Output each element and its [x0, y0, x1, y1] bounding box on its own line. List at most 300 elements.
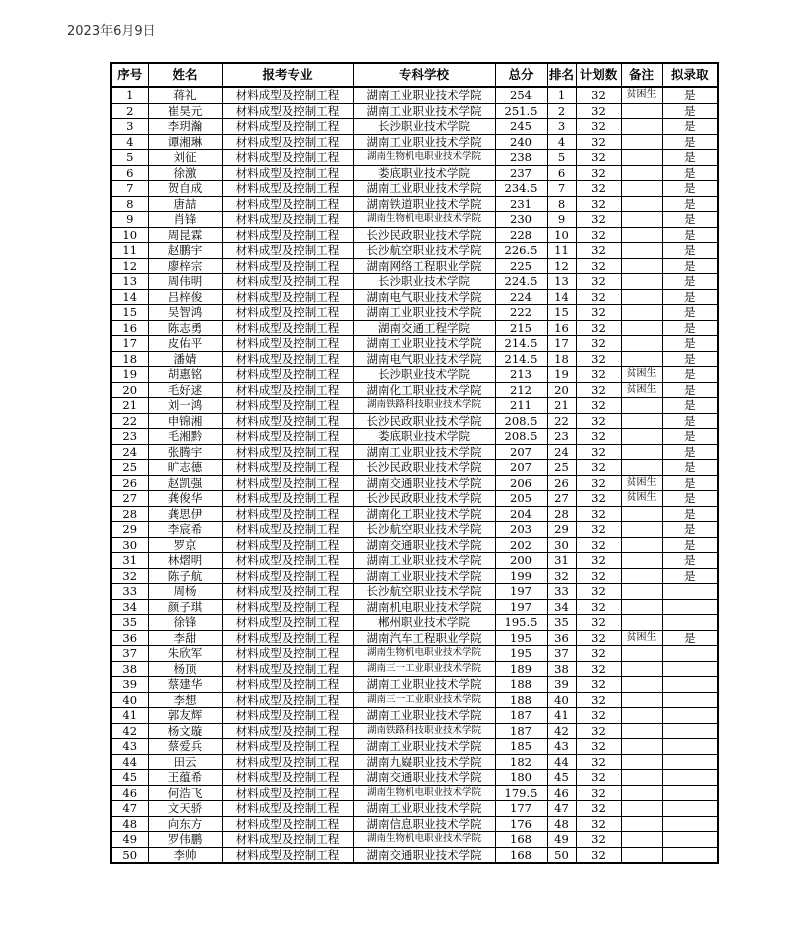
cell-major: 材料成型及控制工程: [222, 553, 353, 569]
table-row: [111, 584, 718, 600]
header-major: 报考专业: [222, 63, 353, 87]
cell-name: 李玥瀚: [148, 119, 222, 135]
cell-school: 长沙航空职业技术学院: [353, 522, 495, 538]
cell-score: 240: [495, 134, 547, 150]
cell-seq: 23: [111, 429, 148, 445]
cell-admit: 是: [662, 320, 718, 336]
cell-rank: 42: [547, 723, 576, 739]
cell-school: 湖南交通职业技术学院: [353, 475, 495, 491]
cell-note: [621, 336, 662, 352]
cell-score: 215: [495, 320, 547, 336]
admission-table: [110, 62, 719, 864]
table-row: [111, 739, 718, 755]
cell-major: 材料成型及控制工程: [222, 723, 353, 739]
cell-rank: 9: [547, 212, 576, 228]
table-row: [111, 134, 718, 150]
cell-major: 材料成型及控制工程: [222, 615, 353, 631]
cell-seq: 1: [111, 87, 148, 103]
cell-seq: 46: [111, 785, 148, 801]
cell-rank: 50: [547, 847, 576, 863]
cell-plan: 32: [576, 615, 621, 631]
cell-plan: 32: [576, 692, 621, 708]
table-row: [111, 506, 718, 522]
cell-school: 长沙民政职业技术学院: [353, 413, 495, 429]
cell-rank: 32: [547, 568, 576, 584]
cell-admit: 是: [662, 506, 718, 522]
cell-school: 湖南交通工程学院: [353, 320, 495, 336]
cell-school: 湖南铁路科技职业技术学院: [353, 723, 495, 739]
cell-score: 204: [495, 506, 547, 522]
cell-note: [621, 754, 662, 770]
cell-major: 材料成型及控制工程: [222, 801, 353, 817]
cell-score: 187: [495, 723, 547, 739]
cell-rank: 29: [547, 522, 576, 538]
cell-rank: 49: [547, 832, 576, 848]
cell-note: [621, 723, 662, 739]
cell-rank: 15: [547, 305, 576, 321]
cell-admit: 是: [662, 444, 718, 460]
table-row: [111, 646, 718, 662]
cell-note: 贫困生: [621, 475, 662, 491]
cell-rank: 46: [547, 785, 576, 801]
cell-seq: 25: [111, 460, 148, 476]
cell-score: 200: [495, 553, 547, 569]
cell-school: 湖南九嶷职业技术学院: [353, 754, 495, 770]
cell-major: 材料成型及控制工程: [222, 181, 353, 197]
cell-note: [621, 661, 662, 677]
cell-admit: [662, 584, 718, 600]
cell-plan: 32: [576, 832, 621, 848]
cell-name: 陈子航: [148, 568, 222, 584]
cell-admit: [662, 708, 718, 724]
table-row: [111, 398, 718, 414]
table-row: [111, 336, 718, 352]
cell-plan: 32: [576, 630, 621, 646]
cell-major: 材料成型及控制工程: [222, 816, 353, 832]
cell-major: 材料成型及控制工程: [222, 568, 353, 584]
cell-seq: 8: [111, 196, 148, 212]
cell-plan: 32: [576, 491, 621, 507]
cell-note: [621, 429, 662, 445]
cell-admit: [662, 615, 718, 631]
cell-rank: 16: [547, 320, 576, 336]
cell-name: 刘一鸿: [148, 398, 222, 414]
publish-date: 2023年6月9日: [67, 24, 156, 39]
table-row: [111, 630, 718, 646]
cell-rank: 25: [547, 460, 576, 476]
cell-score: 202: [495, 537, 547, 553]
cell-rank: 21: [547, 398, 576, 414]
cell-seq: 29: [111, 522, 148, 538]
cell-major: 材料成型及控制工程: [222, 522, 353, 538]
cell-score: 224.5: [495, 274, 547, 290]
cell-score: 238: [495, 150, 547, 166]
cell-major: 材料成型及控制工程: [222, 212, 353, 228]
cell-major: 材料成型及控制工程: [222, 196, 353, 212]
cell-school: 湖南工业职业技术学院: [353, 134, 495, 150]
table-row: [111, 227, 718, 243]
cell-seq: 2: [111, 103, 148, 119]
cell-plan: 32: [576, 553, 621, 569]
cell-score: 225: [495, 258, 547, 274]
cell-name: 皮佑平: [148, 336, 222, 352]
cell-name: 龚俊华: [148, 491, 222, 507]
cell-school: 湖南工业职业技术学院: [353, 87, 495, 103]
cell-name: 蔡爱兵: [148, 739, 222, 755]
header-name: 姓名: [148, 63, 222, 87]
cell-score: 237: [495, 165, 547, 181]
cell-score: 234.5: [495, 181, 547, 197]
cell-admit: 是: [662, 243, 718, 259]
cell-rank: 27: [547, 491, 576, 507]
cell-score: 231: [495, 196, 547, 212]
cell-seq: 21: [111, 398, 148, 414]
cell-note: [621, 537, 662, 553]
table-row: [111, 522, 718, 538]
cell-note: [621, 847, 662, 863]
cell-score: 195: [495, 630, 547, 646]
cell-score: 203: [495, 522, 547, 538]
cell-score: 214.5: [495, 351, 547, 367]
cell-score: 222: [495, 305, 547, 321]
cell-school: 湖南工业职业技术学院: [353, 801, 495, 817]
cell-name: 毛湘黔: [148, 429, 222, 445]
cell-seq: 10: [111, 227, 148, 243]
cell-plan: 32: [576, 444, 621, 460]
cell-rank: 23: [547, 429, 576, 445]
cell-school: 郴州职业技术学院: [353, 615, 495, 631]
cell-admit: 是: [662, 196, 718, 212]
cell-admit: 是: [662, 351, 718, 367]
cell-note: 贫困生: [621, 491, 662, 507]
cell-school: 湖南机电职业技术学院: [353, 599, 495, 615]
cell-major: 材料成型及控制工程: [222, 506, 353, 522]
table-row: [111, 444, 718, 460]
cell-plan: 32: [576, 274, 621, 290]
cell-admit: 是: [662, 630, 718, 646]
cell-score: 226.5: [495, 243, 547, 259]
cell-school: 湖南工业职业技术学院: [353, 305, 495, 321]
table-row: [111, 274, 718, 290]
cell-note: [621, 692, 662, 708]
cell-major: 材料成型及控制工程: [222, 382, 353, 398]
header-seq: 序号: [111, 63, 148, 87]
table-row: [111, 677, 718, 693]
cell-major: 材料成型及控制工程: [222, 165, 353, 181]
cell-score: 197: [495, 584, 547, 600]
cell-school: 湖南化工职业技术学院: [353, 382, 495, 398]
table-row: [111, 491, 718, 507]
cell-school: 娄底职业技术学院: [353, 165, 495, 181]
cell-major: 材料成型及控制工程: [222, 413, 353, 429]
cell-major: 材料成型及控制工程: [222, 646, 353, 662]
cell-rank: 14: [547, 289, 576, 305]
cell-seq: 44: [111, 754, 148, 770]
cell-rank: 26: [547, 475, 576, 491]
table-row: [111, 150, 718, 166]
cell-school: 长沙民政职业技术学院: [353, 491, 495, 507]
table-row: [111, 181, 718, 197]
cell-note: [621, 770, 662, 786]
cell-name: 朱欣军: [148, 646, 222, 662]
cell-school: 湖南工业职业技术学院: [353, 568, 495, 584]
cell-seq: 17: [111, 336, 148, 352]
cell-score: 205: [495, 491, 547, 507]
cell-rank: 24: [547, 444, 576, 460]
cell-major: 材料成型及控制工程: [222, 475, 353, 491]
cell-score: 189: [495, 661, 547, 677]
table-row: [111, 832, 718, 848]
cell-school: 长沙职业技术学院: [353, 274, 495, 290]
cell-score: 195.5: [495, 615, 547, 631]
cell-score: 188: [495, 677, 547, 693]
cell-note: [621, 506, 662, 522]
table-row: [111, 196, 718, 212]
cell-admit: [662, 832, 718, 848]
cell-rank: 7: [547, 181, 576, 197]
cell-rank: 2: [547, 103, 576, 119]
cell-admit: [662, 599, 718, 615]
cell-seq: 15: [111, 305, 148, 321]
cell-note: [621, 227, 662, 243]
cell-name: 申锦湘: [148, 413, 222, 429]
table-row: [111, 367, 718, 383]
cell-plan: 32: [576, 351, 621, 367]
cell-major: 材料成型及控制工程: [222, 227, 353, 243]
cell-major: 材料成型及控制工程: [222, 367, 353, 383]
cell-plan: 32: [576, 382, 621, 398]
cell-rank: 41: [547, 708, 576, 724]
cell-seq: 26: [111, 475, 148, 491]
table-row: [111, 599, 718, 615]
cell-plan: 32: [576, 646, 621, 662]
cell-plan: 32: [576, 196, 621, 212]
cell-admit: [662, 677, 718, 693]
cell-plan: 32: [576, 305, 621, 321]
cell-seq: 47: [111, 801, 148, 817]
table-row: [111, 212, 718, 228]
table-row: [111, 816, 718, 832]
cell-name: 肖锋: [148, 212, 222, 228]
cell-major: 材料成型及控制工程: [222, 305, 353, 321]
table-row: [111, 615, 718, 631]
cell-major: 材料成型及控制工程: [222, 708, 353, 724]
cell-note: [621, 739, 662, 755]
cell-admit: 是: [662, 150, 718, 166]
cell-rank: 18: [547, 351, 576, 367]
cell-major: 材料成型及控制工程: [222, 243, 353, 259]
cell-major: 材料成型及控制工程: [222, 491, 353, 507]
cell-major: 材料成型及控制工程: [222, 739, 353, 755]
cell-admit: [662, 692, 718, 708]
cell-major: 材料成型及控制工程: [222, 444, 353, 460]
cell-major: 材料成型及控制工程: [222, 134, 353, 150]
cell-rank: 48: [547, 816, 576, 832]
cell-plan: 32: [576, 661, 621, 677]
cell-admit: 是: [662, 413, 718, 429]
cell-admit: 是: [662, 367, 718, 383]
cell-score: 185: [495, 739, 547, 755]
table-row: [111, 429, 718, 445]
cell-rank: 44: [547, 754, 576, 770]
cell-admit: 是: [662, 274, 718, 290]
cell-note: [621, 599, 662, 615]
cell-plan: 32: [576, 723, 621, 739]
cell-note: [621, 181, 662, 197]
cell-seq: 39: [111, 677, 148, 693]
cell-name: 唐喆: [148, 196, 222, 212]
cell-note: [621, 243, 662, 259]
cell-seq: 9: [111, 212, 148, 228]
cell-rank: 1: [547, 87, 576, 103]
cell-admit: [662, 847, 718, 863]
cell-note: [621, 103, 662, 119]
cell-major: 材料成型及控制工程: [222, 119, 353, 135]
cell-name: 杨顶: [148, 661, 222, 677]
cell-school: 湖南电气职业技术学院: [353, 289, 495, 305]
cell-admit: [662, 754, 718, 770]
cell-plan: 32: [576, 568, 621, 584]
cell-school: 湖南工业职业技术学院: [353, 739, 495, 755]
cell-school: 湖南生物机电职业技术学院: [353, 150, 495, 166]
cell-name: 王蕴希: [148, 770, 222, 786]
cell-major: 材料成型及控制工程: [222, 150, 353, 166]
header-rank: 排名: [547, 63, 576, 87]
cell-seq: 28: [111, 506, 148, 522]
cell-plan: 32: [576, 506, 621, 522]
cell-seq: 3: [111, 119, 148, 135]
cell-score: 195: [495, 646, 547, 662]
cell-score: 182: [495, 754, 547, 770]
cell-name: 罗伟鹏: [148, 832, 222, 848]
cell-score: 176: [495, 816, 547, 832]
cell-name: 林熠明: [148, 553, 222, 569]
cell-rank: 35: [547, 615, 576, 631]
cell-school: 湖南电气职业技术学院: [353, 351, 495, 367]
cell-seq: 41: [111, 708, 148, 724]
cell-score: 211: [495, 398, 547, 414]
cell-school: 长沙民政职业技术学院: [353, 227, 495, 243]
table-row: [111, 692, 718, 708]
table-row: [111, 243, 718, 259]
cell-score: 251.5: [495, 103, 547, 119]
header-admit: 拟录取: [662, 63, 718, 87]
cell-score: 230: [495, 212, 547, 228]
table-row: [111, 460, 718, 476]
cell-rank: 5: [547, 150, 576, 166]
cell-admit: 是: [662, 227, 718, 243]
cell-admit: 是: [662, 212, 718, 228]
cell-admit: [662, 785, 718, 801]
cell-rank: 8: [547, 196, 576, 212]
cell-rank: 19: [547, 367, 576, 383]
cell-plan: 32: [576, 677, 621, 693]
cell-seq: 33: [111, 584, 148, 600]
cell-name: 陈志勇: [148, 320, 222, 336]
cell-major: 材料成型及控制工程: [222, 537, 353, 553]
cell-school: 湖南生物机电职业技术学院: [353, 646, 495, 662]
cell-note: [621, 212, 662, 228]
cell-admit: 是: [662, 553, 718, 569]
header-school: 专科学校: [353, 63, 495, 87]
cell-note: [621, 305, 662, 321]
cell-seq: 37: [111, 646, 148, 662]
cell-plan: 32: [576, 119, 621, 135]
cell-score: 228: [495, 227, 547, 243]
cell-major: 材料成型及控制工程: [222, 460, 353, 476]
header-score: 总分: [495, 63, 547, 87]
cell-major: 材料成型及控制工程: [222, 429, 353, 445]
cell-seq: 22: [111, 413, 148, 429]
cell-plan: 32: [576, 243, 621, 259]
cell-major: 材料成型及控制工程: [222, 770, 353, 786]
cell-admit: [662, 770, 718, 786]
cell-plan: 32: [576, 103, 621, 119]
cell-admit: 是: [662, 336, 718, 352]
cell-name: 谭湘琳: [148, 134, 222, 150]
cell-plan: 32: [576, 770, 621, 786]
cell-name: 李想: [148, 692, 222, 708]
cell-note: [621, 413, 662, 429]
cell-school: 湖南生物机电职业技术学院: [353, 212, 495, 228]
cell-score: 199: [495, 568, 547, 584]
cell-name: 刘征: [148, 150, 222, 166]
cell-seq: 24: [111, 444, 148, 460]
cell-score: 214.5: [495, 336, 547, 352]
cell-plan: 32: [576, 801, 621, 817]
cell-score: 208.5: [495, 413, 547, 429]
cell-rank: 20: [547, 382, 576, 398]
cell-rank: 36: [547, 630, 576, 646]
table-row: [111, 723, 718, 739]
cell-name: 杨文璇: [148, 723, 222, 739]
cell-major: 材料成型及控制工程: [222, 336, 353, 352]
cell-school: 湖南交通职业技术学院: [353, 847, 495, 863]
cell-rank: 47: [547, 801, 576, 817]
cell-admit: 是: [662, 568, 718, 584]
cell-rank: 11: [547, 243, 576, 259]
cell-rank: 43: [547, 739, 576, 755]
cell-plan: 32: [576, 708, 621, 724]
cell-major: 材料成型及控制工程: [222, 398, 353, 414]
cell-seq: 19: [111, 367, 148, 383]
cell-school: 长沙职业技术学院: [353, 119, 495, 135]
cell-plan: 32: [576, 289, 621, 305]
cell-note: [621, 460, 662, 476]
cell-name: 田云: [148, 754, 222, 770]
cell-seq: 20: [111, 382, 148, 398]
cell-name: 罗京: [148, 537, 222, 553]
cell-rank: 12: [547, 258, 576, 274]
cell-school: 湖南交通职业技术学院: [353, 537, 495, 553]
table-row: [111, 708, 718, 724]
cell-score: 179.5: [495, 785, 547, 801]
cell-score: 207: [495, 444, 547, 460]
header-row: [111, 63, 718, 87]
cell-school: 湖南工业职业技术学院: [353, 181, 495, 197]
cell-rank: 39: [547, 677, 576, 693]
cell-school: 湖南工业职业技术学院: [353, 708, 495, 724]
cell-rank: 38: [547, 661, 576, 677]
cell-admit: 是: [662, 429, 718, 445]
cell-major: 材料成型及控制工程: [222, 87, 353, 103]
cell-note: [621, 320, 662, 336]
cell-seq: 35: [111, 615, 148, 631]
cell-admit: 是: [662, 134, 718, 150]
cell-note: [621, 258, 662, 274]
cell-plan: 32: [576, 165, 621, 181]
cell-seq: 13: [111, 274, 148, 290]
